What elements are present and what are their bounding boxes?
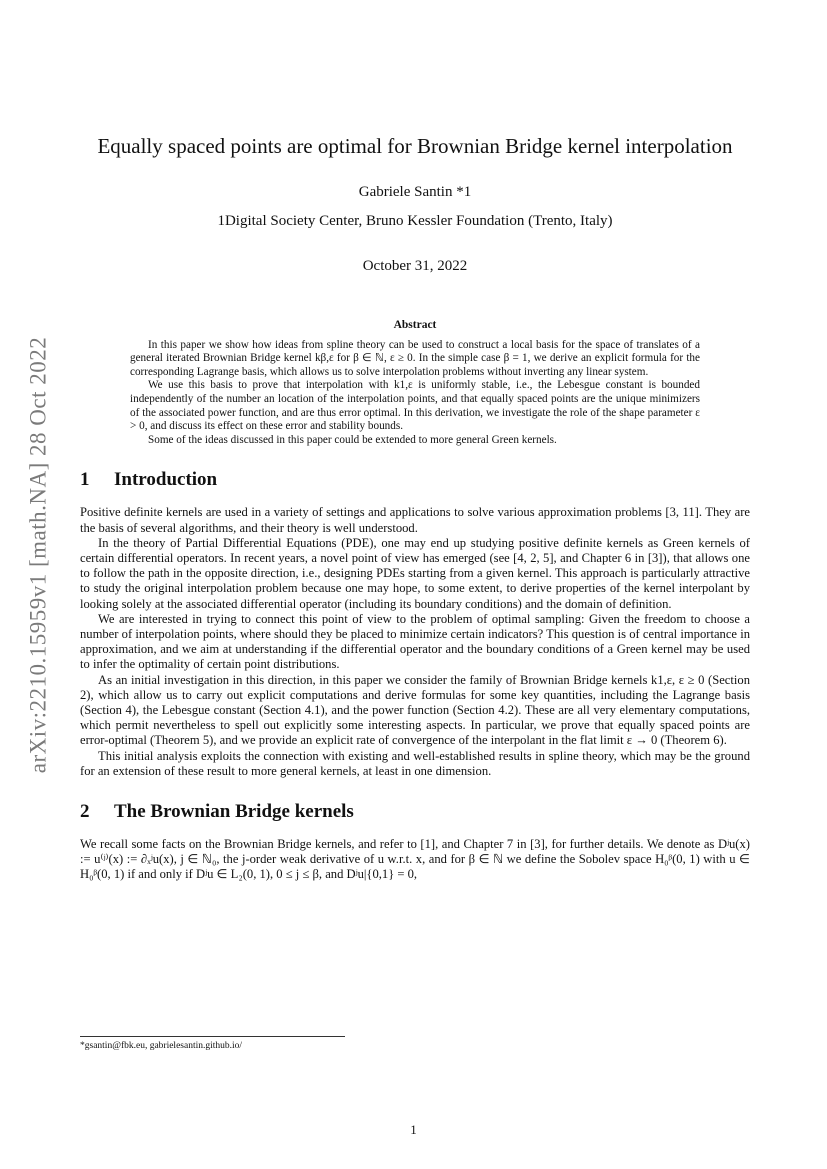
- affiliation-line: 1Digital Society Center, Bruno Kessler Foundation (Trento, Italy): [217, 213, 613, 229]
- abstract-paragraph: We use this basis to prove that interpolation with k1,ε is uniformly stable, i.e., the Lebesgue constant is bounded independently of the number an location of the interpolation points, and that equally spaced points are the unique minimizers of the associated power function, and are thus error optimal. In this derivation, we investigate the role of the shape parameter ε > 0, and discuss its effect on these error and stability bounds.: [130, 379, 700, 433]
- paper-date: October 31, 2022: [362, 258, 468, 274]
- body-paragraph: Positive definite kernels are used in a variety of settings and applications to solve various approximation problems [3, 11]. They are the basis of several algorithms, and their theory is well understood.: [80, 505, 750, 535]
- section-heading-introduction: [80, 469, 750, 491]
- arxiv-identifier: arXiv:2210.15959v1 [math.NA] 28 Oct 2022: [25, 336, 50, 774]
- section-title: Introduction: [114, 469, 218, 491]
- body-paragraph: This initial analysis exploits the connection with existing and well-established results in spline theory, which may be the ground for an extension of these result to more general kernels, at least in one dimension.: [80, 748, 750, 778]
- author-line: Gabriele Santin *1: [358, 184, 472, 200]
- brownian-bridge-body: [80, 837, 750, 883]
- abstract-block: [130, 319, 700, 447]
- body-paragraph: We are interested in trying to connect this point of view to the problem of optimal sampling: Given the freedom to choose a number of interpolation points, where should they be placed to minimize certain indicators? This question is of central importance in approximation, and we aim at understanding if the differential operator and the boundary conditions of a Green kernel may be used to infer the optimality of certain point distributions.: [80, 611, 750, 672]
- section-title: The Brownian Bridge kernels: [114, 801, 354, 822]
- body-paragraph: In the theory of Partial Differential Equations (PDE), one may end up studying positive definite kernels as Green kernels of certain differential operators. In recent years, a novel point of view has emerged (see [4, 2, 5], and Chapter 6 in [3]), that allows one to follow the path in the opposite direction, i.e., designing PDEs starting from a given kernel. This approach is particularly attractive to study the original interpolation problem because one may hope, to some extent, to derive properties of the kernel interpolant by looking solely at the associated differential operator (including its boundary conditions) and the domain of definition.: [80, 535, 750, 611]
- paper-title: Equally spaced points are optimal for Brownian Bridge kernel interpolation: [97, 134, 733, 158]
- section-heading-brownian-bridge: [80, 801, 750, 823]
- body-paragraph: As an initial investigation in this direction, in this paper we consider the family of Brownian Bridge kernels k1,ε, ε ≥ 0 (Section 2), which allow us to carry out explicit computations and derive formulas for some key quantities, including the Lagrange basis (Section 4), the Lebesgue constant (Section 4.1), and the power function (Section 4.2). These are all very elementary computations, which permit nevertheless to spell out explicitly some interesting aspects. In particular, we prove that equally spaced points are error-optimal (Theorem 5), and we provide an explicit rate of convergence of the interpolant in the flat limit ε → 0 (Theorem 6).: [80, 672, 750, 748]
- footnote: *gsantin@fbk.eu, gabrielesantin.github.io/: [80, 1041, 243, 1051]
- section-number: 1: [80, 469, 90, 491]
- abstract-paragraph: In this paper we show how ideas from spline theory can be used to construct a local basis for the space of translates of a general iterated Brownian Bridge kernel kβ,ε for β ∈ ℕ, ε ≥ 0. In the simple case β = 1, we derive an explicit formula for the corresponding Lagrange basis, which allows us to solve interpolation problems without inverting any linear system.: [130, 338, 700, 378]
- abstract-heading: Abstract: [393, 319, 437, 331]
- footnote-divider: [80, 1036, 345, 1037]
- arxiv-sidebar: [18, 336, 58, 774]
- introduction-body: [80, 505, 750, 779]
- abstract-paragraph: Some of the ideas discussed in this paper could be extended to more general Green kernels.: [148, 433, 557, 446]
- body-paragraph: We recall some facts on the Brownian Bridge kernels, and refer to [1], and Chapter 7 in [3], for further details. We denote as Dʲu(x) := u⁽ʲ⁾(x) := ∂ₓʲu(x), j ∈ ℕ₀, the j-order weak derivative of u w.r.t. x, and for β ∈ ℕ we define the Sobolev space H₀ᵝ(0, 1) with u ∈ H₀ᵝ(0, 1) if and only if Dʲu ∈ L₂(0, 1), 0 ≤ j ≤ β, and Dʲu|{0,1} = 0,: [80, 837, 750, 882]
- page-number: 1: [410, 1122, 417, 1137]
- section-number: 2: [80, 801, 90, 822]
- paper-page: [80, 0, 750, 883]
